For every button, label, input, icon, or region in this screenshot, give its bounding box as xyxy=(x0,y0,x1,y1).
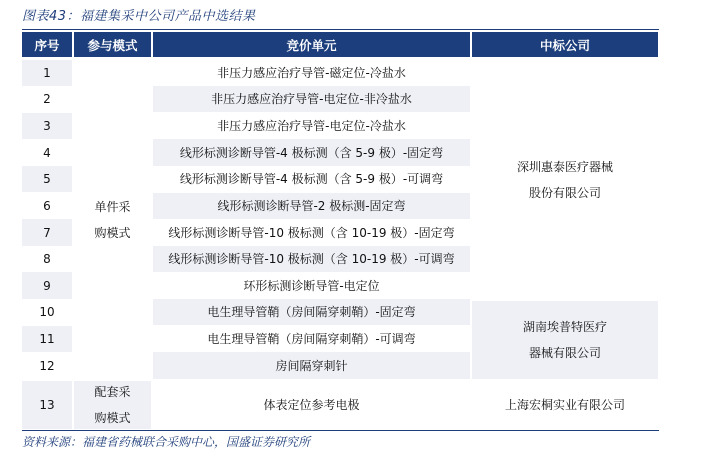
source-note: 资料来源：福建省药械联合采购中心，国盛证券研究所 xyxy=(22,435,311,449)
unit-cell: 非压力感应治疗导管-磁定位-冷盐水 xyxy=(217,66,406,80)
row-no: 1 xyxy=(22,60,72,86)
unit-cell: 线形标测诊断导管-10 极标测（含 10-19 极）-固定弯 xyxy=(168,225,455,240)
winner-label-line: 深圳惠泰医疗器械 xyxy=(516,159,613,174)
header-mode: 参与模式 xyxy=(74,32,151,57)
row-no: 9 xyxy=(22,272,72,299)
mode-label-line: 单件采 xyxy=(94,199,131,214)
unit-cell: 电生理导管鞘（房间隔穿刺鞘）-固定弯 xyxy=(153,299,470,325)
header-no: 序号 xyxy=(22,32,72,57)
row-no: 5 xyxy=(22,166,72,192)
unit-cell: 房间隔穿刺针 xyxy=(153,352,470,379)
row-no: 2 xyxy=(43,92,51,106)
winner-cell xyxy=(472,60,658,299)
row-no: 6 xyxy=(43,199,51,213)
header-winner: 中标公司 xyxy=(472,32,658,57)
header-unit: 竞价单元 xyxy=(153,32,470,57)
winner-label-line: 湖南埃普特医疗 xyxy=(522,320,607,334)
figure-title: 图表43：福建集采中公司产品中选结果 xyxy=(22,9,256,24)
unit-cell: 电生理导管鞘（房间隔穿刺鞘）-可调弯 xyxy=(207,332,416,346)
unit-cell: 非压力感应治疗导管-电定位-冷盐水 xyxy=(217,119,406,133)
bottom-rule xyxy=(22,430,659,431)
unit-cell: 线形标测诊断导管-4 极标测（含 5-9 极）-固定弯 xyxy=(153,139,470,166)
unit-cell: 环形标测诊断导管-电定位 xyxy=(243,278,380,293)
unit-cell: 体表定位参考电极 xyxy=(263,398,360,412)
mode-label-line: 配套采 xyxy=(94,385,131,399)
mode-cell xyxy=(74,381,151,429)
mode-cell xyxy=(74,60,151,379)
row-no: 12 xyxy=(39,358,55,373)
row-no: 3 xyxy=(22,113,72,139)
row-no: 11 xyxy=(22,326,72,352)
mode-label-line: 购模式 xyxy=(94,225,131,240)
top-rule xyxy=(22,29,659,30)
winner-cell: 上海宏桐实业有限公司 xyxy=(504,398,625,412)
row-no: 4 xyxy=(43,145,51,160)
winner-cell xyxy=(472,301,658,379)
row-no: 7 xyxy=(22,219,72,246)
winner-label-line: 器械有限公司 xyxy=(528,346,601,360)
row-no: 8 xyxy=(43,252,51,266)
row-no: 13 xyxy=(22,381,72,429)
unit-cell: 线形标测诊断导管-4 极标测（含 5-9 极）-可调弯 xyxy=(179,172,444,186)
unit-cell: 线形标测诊断导管-10 极标测（含 10-19 极）-可调弯 xyxy=(153,246,470,272)
winner-label-line: 股份有限公司 xyxy=(528,185,601,200)
row-no: 10 xyxy=(39,305,55,319)
unit-cell: 线形标测诊断导管-2 极标测-固定弯 xyxy=(153,193,470,219)
unit-cell: 非压力感应治疗导管-电定位-非冷盐水 xyxy=(153,86,470,112)
mode-label-line: 购模式 xyxy=(94,411,131,425)
